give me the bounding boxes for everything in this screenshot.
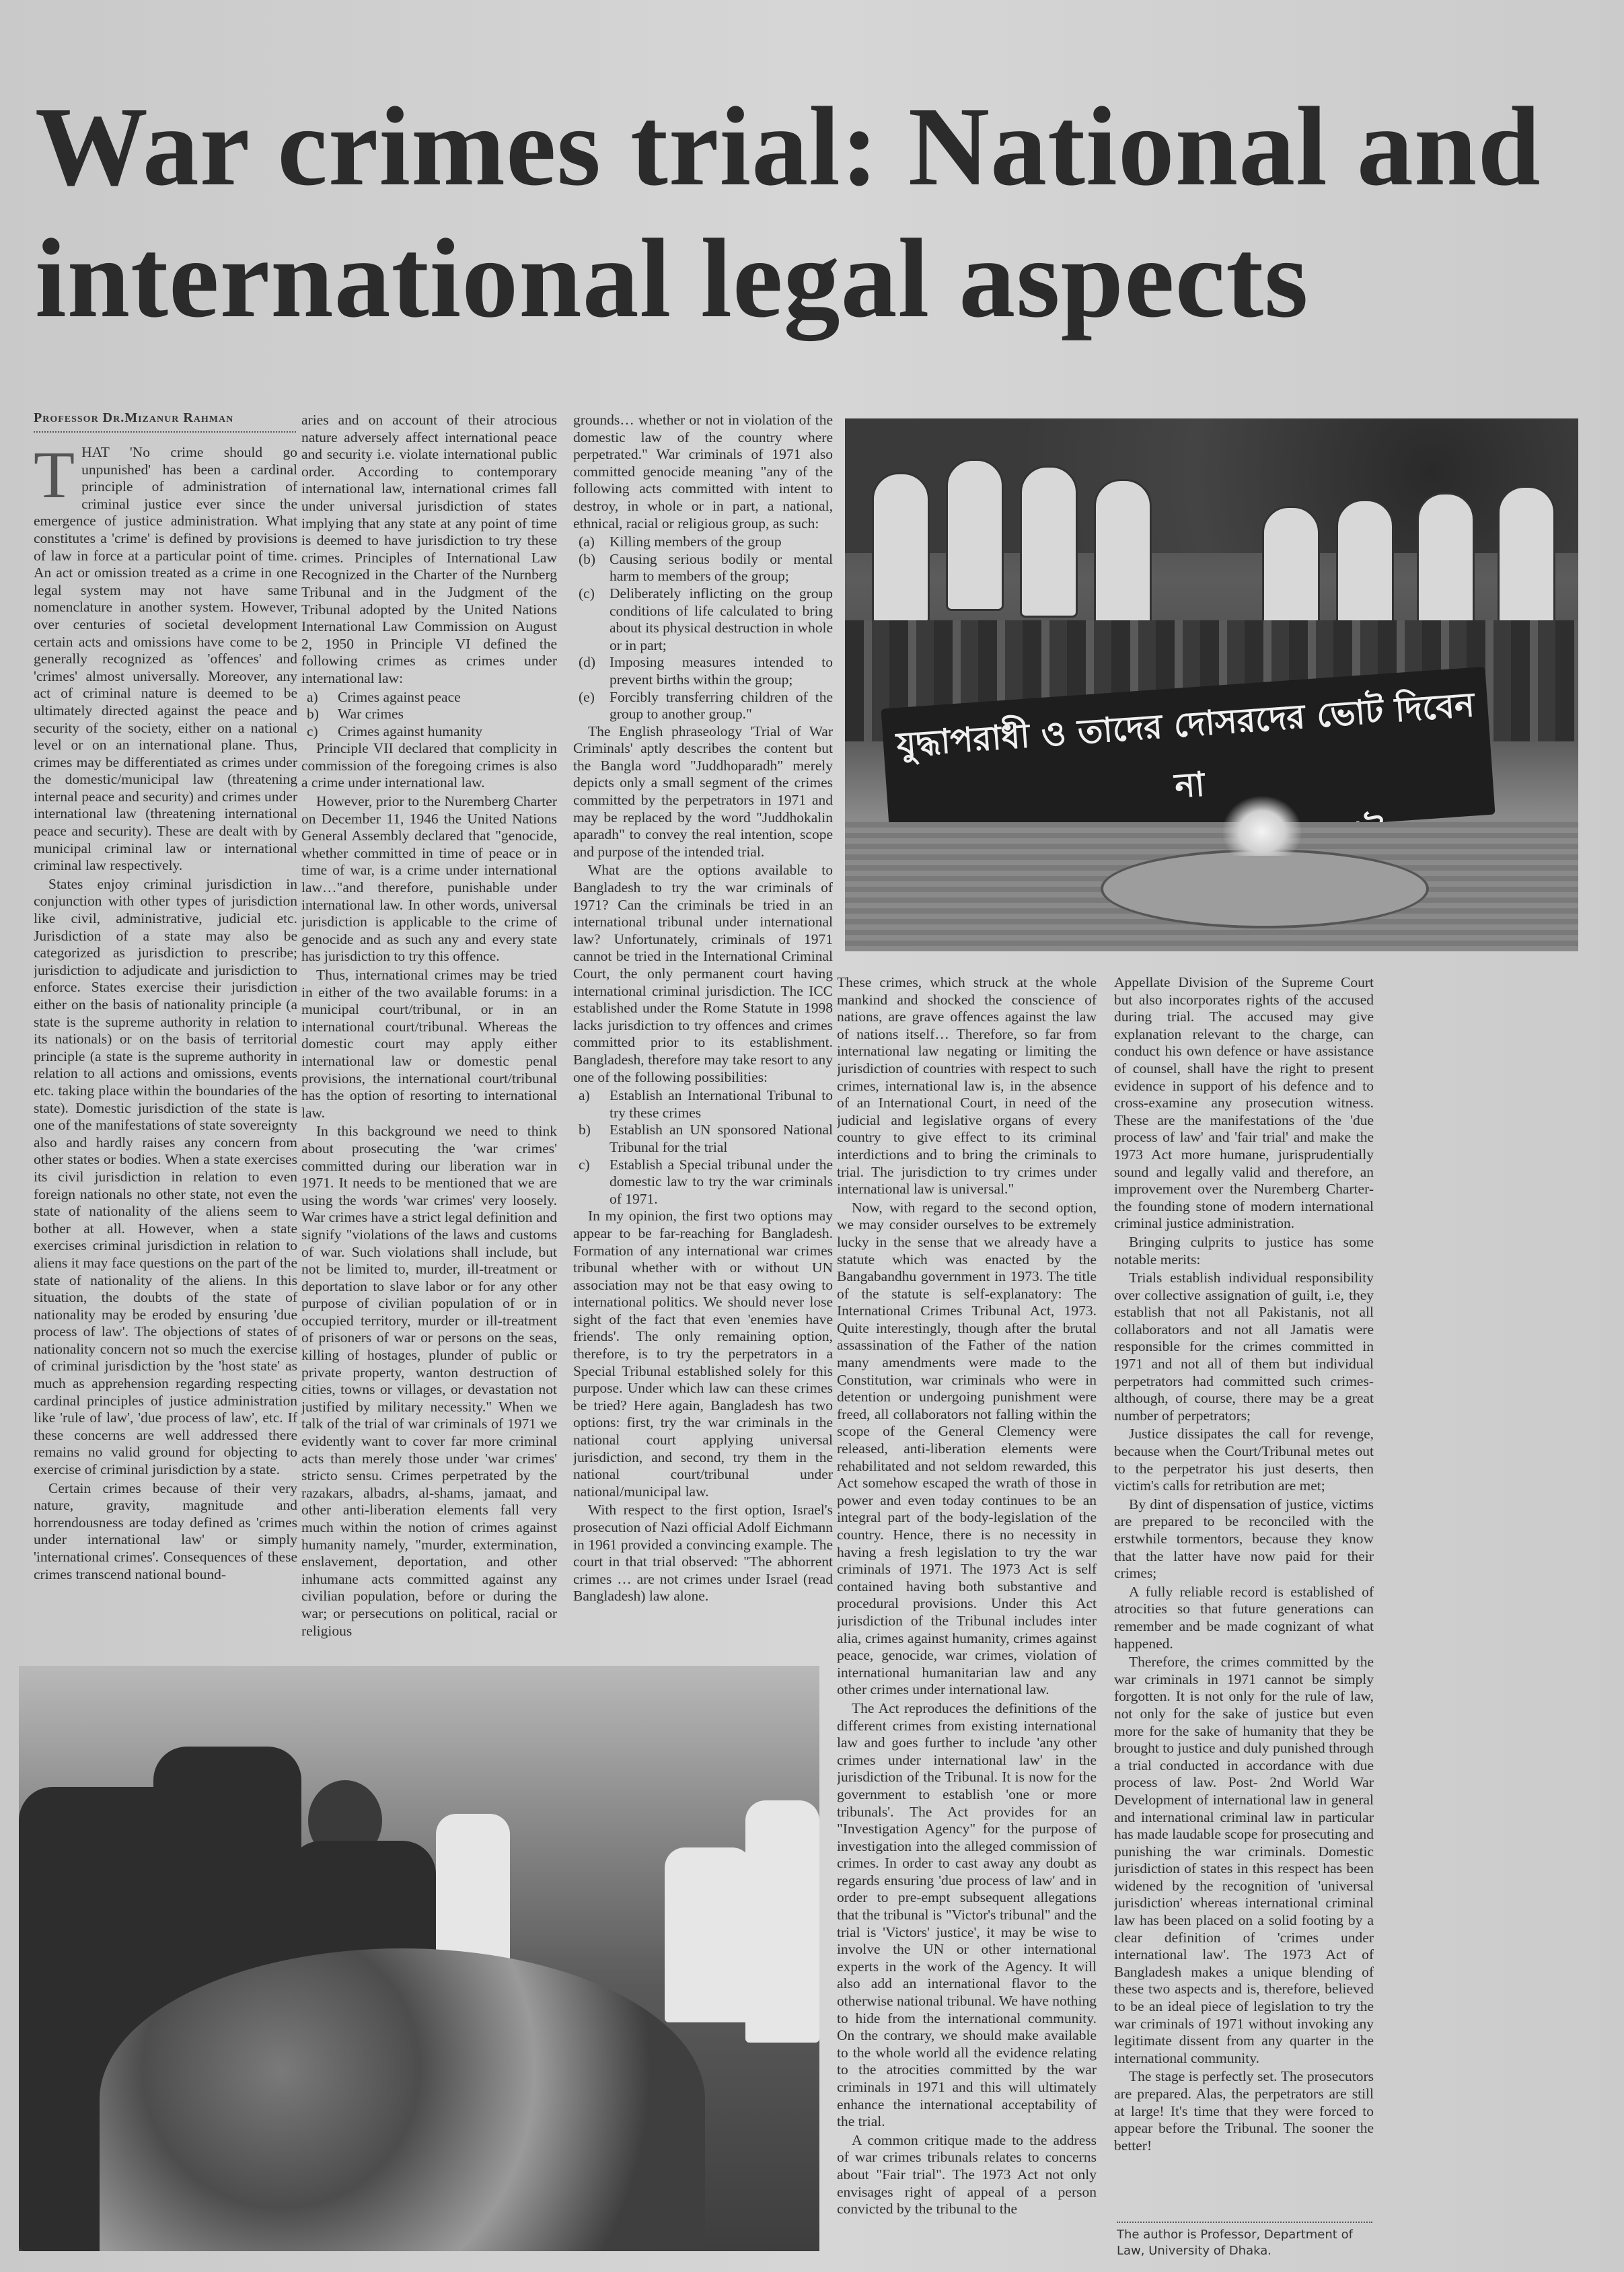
- paragraph: What are the options available to Bangladesh to try the war criminals of 1971? Can the criminals be tried in an international tribunal under international law? Unfortunately, criminals of 1971 cannot be tried in the International Criminal Court, the only permanent court having international criminal jurisdiction. The ICC established under the Rome Statute in 1998 lacks jurisdiction to try offences and crimes committed prior to its establishment. Bangladesh, therefore may take resort to any one of the following possibilities:: [573, 862, 833, 1085]
- paragraph: Thus, international crimes may be tried in either of the two available forums: in a municipal court/tribunal, or in an international court/tribunal. Whereas the domestic court may apply either international law or domestic penal provisions, the international court/tribunal has the option of resorting to international law.: [301, 967, 557, 1121]
- list-item: (b) Causing serious bodily or mental harm to members of the group;: [579, 550, 833, 585]
- paragraph: Appellate Division of the Supreme Court but also incorporates rights of the accused during trial. The accused may give explanation relevant to the charge, can conduct his own defence or have assistance of counsel, shall have the right to present evidence in support of his defence and to cross-examine any prosecution witness. These are the manifestations of the 'due process of law' and 'fair trial' and make the 1973 Act more humane, jurisprudentially sound and legally valid and therefore, an improvement over the Nuremberg Charter- the founding stone of modern international criminal justice administration.: [1114, 974, 1374, 1232]
- dropcap: T: [34, 444, 75, 512]
- paragraph: Now, with regard to the second option, we may consider ourselves to be extremely lucky in the sense that we already have a statute which was enacted by the Bangabandhu government in 1973. The title of the statute is self-explanatory: The International Crimes Tribunal Act, 1973. Quite interestingly, though after the brutal assassination of the Father of the nation many amendments were made to the Constitution, war criminals who were in detention or undergoing punishment were freed, all collaborators not falling within the scope of the General Clemency were released, anti-liberation elements were rehabilitated and not seldom rewarded, this Act somehow escaped the wrath of those in power and even today continues to be an integral part of the body-legislation of the country. Hence, there is no necessity in having a fresh legislation to try the war criminals of 1971. The 1973 Act is self contained having both substantive and procedural provisions. Under this Act jurisdiction of the Tribunal includes inter alia, crimes against humanity, crimes against peace, genocide, war crimes, violation of international humanitarian law and any other crimes under international law.: [837, 1199, 1097, 1698]
- paragraph: In my opinion, the first two options may appear to be far-reaching for Bangladesh. Formation of any international war crimes tribunal whether with or without UN association may not be that easy owing to international politics. We should never lose sight of the fact that even 'enemies have friends'. The only remaining option, therefore, is to try the perpetrators in a Special Tribunal established solely for this purpose. Under which law can these crimes be tried? Here again, Bangladesh has two options: first, try the war criminals in the national court applying universal jurisdiction, and second, try them in the national court/tribunal under national/municipal law.: [573, 1208, 833, 1500]
- author-footnote: The author is Professor, Department of Law, University of Dhaka.: [1117, 2222, 1372, 2259]
- crimes-list: [301, 689, 557, 741]
- paragraph: In this background we need to think about prosecuting the 'war crimes' committed during our liberation war in 1971. It needs to be mentioned that we are using the words 'war crimes' very loosely. War crimes have a strict legal definition and signify "violations of the laws and customs of war. Such violations shall include, but not be limited to, murder, ill-treatment or deportation to slave labor or for any other purpose of civilian population of or in occupied territory, murder or ill-treatment of prisoners of war or persons on the seas, killing of hostages, plunder of public or private property, wanton destruction of cities, towns or villages, or devastation not justified by military necessity." When we talk of the trial of war criminals of 1971 we evidently want to cover far more criminal acts than merely those under 'war crimes' stricto sensu. Crimes perpetrated by the razakars, albadrs, al-shams, jamaat, and other anti-liberation elements fall very much within the notion of crimes against humanity namely, "murder, extermination, enslavement, deportation, and other inhumane acts committed against any civilian population, before or during the war; or persecutions on political, racial or religious: [301, 1123, 557, 1639]
- byline: Professor Dr.Mizanur Rahman: [34, 410, 296, 433]
- paragraph: grounds… whether or not in violation of the domestic law of the country where perpetrated." War criminals of 1971 also committed genocide meaning "any of the following acts committed with intent to destroy, in whole or in part, a national, ethnical, racial or religious group, as such:: [573, 412, 833, 532]
- paragraph: A fully reliable record is established of atrocities so that future generations can remember and be made cognizant of what happened.: [1114, 1583, 1374, 1652]
- paragraph: Trials establish individual responsibility over collective assignation of guilt, i.e, they establish that not all Pakistanis, not all collaborators and not all Jamatis were responsible for the crimes committed in 1971 and not all of them but individual perpetrators had committed such crimes- although, of course, there may be a great number of perpetrators;: [1114, 1270, 1374, 1424]
- weapons-pile: [100, 1948, 705, 2251]
- effigy-figure: [1498, 486, 1555, 638]
- paragraph: HAT 'No crime should go unpunished' has been a cardinal principle of administration of criminal justice ever since the emergence of justice administration. What constitutes a 'crime' is defined by provisions of law in force at a particular point of time. An act or omission treated as a crime in one legal system may not have same nomenclature in another system. However, over centuries of societal development certain acts and omissions have come to be generally recognized as 'offences' and 'crimes' almost universally. Moreover, any act of criminal nature is deemed to be ultimately directed against the peace and security of the society, either on a national level or on an international plane. Thus, crimes may be differentiated as crimes under the domestic/municipal law (threatening internal peace and security) and crimes under international law (threatening international peace and security). These are dealt with by municipal criminal law or international criminal law respectively.: [34, 444, 297, 874]
- list-item: c) Establish a Special tribunal under the domestic law to try the war criminals of 1971.: [579, 1156, 833, 1207]
- article-column-5: [1114, 974, 1374, 2216]
- effigy-figure: [1020, 466, 1078, 618]
- bystander-figure: [665, 1847, 752, 2022]
- genocide-acts-list: [573, 534, 833, 723]
- list-item: b) War crimes: [307, 706, 404, 723]
- paragraph: aries and on account of their atrocious nature adversely affect international peace and security i.e. violate international public order. According to contemporary international law, international crimes fall under universal jurisdiction of states implying that any state at any point of time is deemed to have jurisdiction to try these crimes. Principles of International Law Recognized in the Charter of the Nurnberg Tribunal and in the Judgment of the Tribunal adopted by the United Nations International Law Commission on August 2, 1950 in Principle VI defined the following crimes as crimes under international law:: [301, 412, 557, 686]
- paragraph: With respect to the first option, Israel's prosecution of Nazi official Adolf Eichmann in 1961 provided a convincing example. The court in that trial observed: "The abhorrent crimes … are not crimes under Israel (read Bangladesh) law alone.: [573, 1502, 833, 1605]
- article-column-3: [573, 412, 833, 1663]
- article-column-4: [837, 974, 1097, 2255]
- list-item: (a) Killing members of the group: [579, 534, 782, 550]
- headline: War crimes trial: National and international legal aspects: [35, 84, 1541, 341]
- paragraph: These crimes, which struck at the whole mankind and shocked the conscience of nations, are grave offences against the law of nations itself… Therefore, so far from international law negating or limiting the jurisdiction of countries with respect to such crimes, international law is, in the absence of an International Court, in need of the judicial and legislative organs of every country to give effect to its criminal interdictions and to bring the criminals to trial. The jurisdiction to try crimes under international law is universal.": [837, 974, 1097, 1198]
- list-item: (c) Deliberately inflicting on the group conditions of life calculated to bring about its physical destruction in whole or in part;: [579, 585, 833, 653]
- article-column-1: [34, 444, 297, 1669]
- effigy-figure: [946, 459, 1004, 611]
- paragraph: However, prior to the Nuremberg Charter on December 11, 1946 the United Nations General Assembly declared that "genocide, whether committed in time of peace or in time of war, is a crime under international law…"and therefore, punishable under international law. In other words, universal jurisdiction is applicable to the crime of genocide and as such any and every state has jurisdiction to try this offence.: [301, 793, 557, 965]
- paragraph: The Act reproduces the definitions of the different crimes from existing international law and goes further to include 'any other crimes under international law' in the jurisdiction of the Tribunal. It is now for the government to establish 'one or more tribunals'. The Act provides for an "Investigation Agency" for the purpose of investigation into the alleged commission of crimes. In order to cast away any doubt as regards ensuring 'due process of law' and in order to pre-empt subsequent allegations that the tribunal is "Victor's tribunal" and the trial is 'Victors' justice', it may be wise to involve the UN or other international experts in the work of the Agency. It will also add an international flavor to the otherwise national tribunal. We have nothing to hide from the international community. On the contrary, we should make available to the whole world all the evidence relating to the atrocities committed by the war criminals in 1971 and this will ultimately enhance the international acceptability of the trial.: [837, 1699, 1097, 2130]
- paragraph: Principle VII declared that complicity in commission of the foregoing crimes is also a crime under international law.: [301, 740, 557, 791]
- paragraph: Therefore, the crimes committed by the war criminals in 1971 cannot be simply forgotten. It is not only for the rule of law, not only for the sake of justice but even more for the sake of humanity that they be brought to justice and duly punished through a trial conducted in accordance with due process of law. Post- 2nd World War Development of international law in general and international criminal law in particular has made laudable scope for prosecuting and punishing the war criminals. Domestic jurisdiction of states in this respect has been widened by the recognition of 'universal jurisdiction' whereas international criminal law has been placed on a solid footing by a clear definition of 'crimes under international law'. The 1973 Act of Bangladesh makes a unique blending of these two aspects and is, therefore, believed to be an ideal piece of legislation to try the war criminals of 1971 without invoking any legitimate dissent from any quarter in the international community.: [1114, 1654, 1374, 2066]
- effigy-figure: [872, 472, 930, 624]
- banner-text-line-1: যুদ্ধাপরাধী ও তাদের দোসরদের ভোট দিবেন না: [895, 685, 1476, 806]
- paragraph: States enjoy criminal jurisdiction in conjunction with other types of jurisdiction like civil, administrative, judicial etc. Jurisdiction of a state may also be categorized as jurisdiction to prescribe; jurisdiction to adjudicate and jurisdiction to enforce. States exercise their jurisdiction either on the basis of nationality principle (a state is the supreme authority in relation to its nationals) or on the basis of territorial principle (a state is the supreme authority in relation to all actions and omissions, events etc. taking place within the boundaries of the state). Domestic jurisdiction of the state is one of the manifestations of state sovereignty also and hardly raises any concern from other states or bodies. When a state exercises its civil jurisdiction in relation to even foreign nationals no other state, not even the state of nationality of the aliens seem to bother at all. However, when a state exercises criminal jurisdiction in relation to aliens it may face questions on the part of the state of nationality of the aliens. In this situation, the doubts of the state of nationality may be eroded by ensuring 'due process of law'. The objections of states of nationality concern not so much the exercise of criminal jurisdiction by the 'host state' as much as apprehension regarding respecting cardinal principles of justice administration like 'rule of law', 'due process of law', etc. If these concerns are well addressed there remains no valid ground for objecting to exercise of criminal jurisdiction by a state.: [34, 875, 297, 1478]
- list-item: (d) Imposing measures intended to prevent births within the group;: [579, 654, 833, 688]
- bystander-figure: [745, 1800, 819, 2043]
- paragraph: The stage is perfectly set. The prosecutors are prepared. Alas, the perpetrators are still at large! It's time that they were forced to appear before the Tribunal. The sooner the better!: [1114, 2068, 1374, 2154]
- paragraph: By dint of dispensation of justice, victims are prepared to be reconciled with the erstwhile tormentors, because they know that the latter have now paid for their crimes;: [1114, 1496, 1374, 1582]
- article-column-2: [301, 412, 557, 1663]
- effigy-figure: [1094, 479, 1152, 631]
- weapons-photo: [19, 1666, 819, 2251]
- list-item: a) Crimes against peace: [307, 688, 461, 705]
- flame: [1222, 795, 1302, 856]
- options-list: [573, 1087, 833, 1208]
- paragraph: Certain crimes because of their very nature, gravity, magnitude and horrendousness are today defined as 'crimes under international law' or simply 'international crimes'. Consequences of these crimes transcend national bound-: [34, 1479, 297, 1582]
- paragraph: Bringing culprits to justice has some notable merits:: [1114, 1233, 1374, 1268]
- list-item: (e) Forcibly transferring children of the group to another group.": [579, 688, 833, 723]
- protest-photo: [845, 418, 1578, 951]
- paragraph: The English phraseology 'Trial of War Criminals' aptly describes the content but the Bangla word "Juddhoparadh" merely depicts only a small segment of the crimes committed by the perpetrators in 1971 and may be replaced by the word "Juddhokalin aparadh" to convey the real intention, scope and purpose of the intended trial.: [573, 723, 833, 860]
- eternal-flame-basin: [1101, 849, 1429, 928]
- paragraph: A common critique made to the address of war crimes tribunals relates to concerns about "Fair trial". The 1973 Act not only envisages right of appeal of a person convicted by the tribunal to the: [837, 2131, 1097, 2218]
- list-item: b) Establish an UN sponsored National Tribunal for the trial: [579, 1122, 833, 1155]
- list-item: c) Crimes against humanity: [307, 723, 482, 739]
- paragraph: Justice dissipates the call for revenge, because when the Court/Tribunal metes out to the perpetrator his just deserts, then victim's calls for retribution are met;: [1114, 1426, 1374, 1494]
- list-item: a) Establish an International Tribunal to try these crimes: [579, 1087, 833, 1121]
